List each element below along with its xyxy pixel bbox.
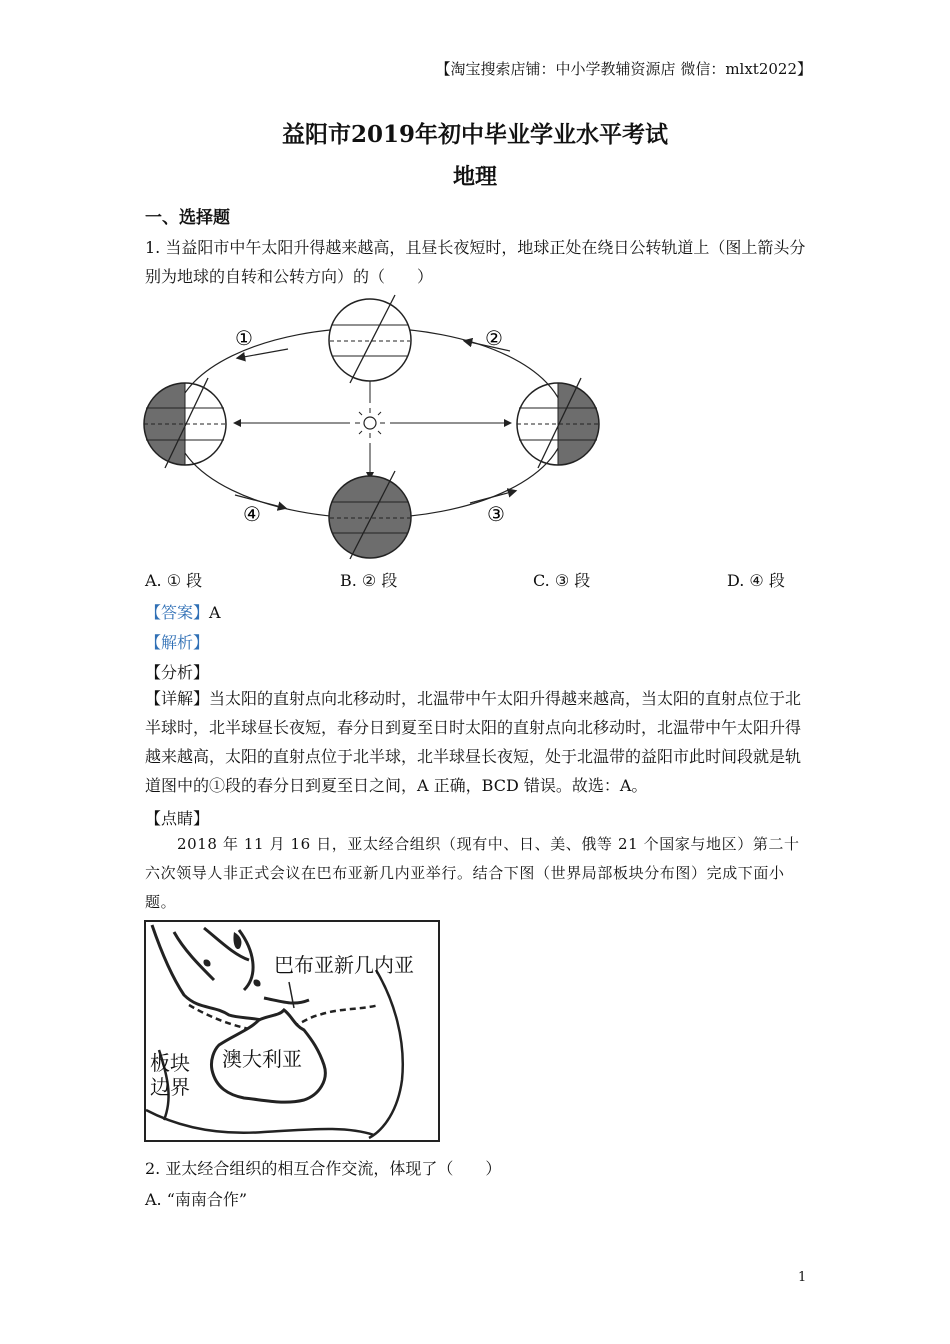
- detail-paragraph: [145, 684, 807, 800]
- analysis-tag: 【解析】: [145, 633, 210, 652]
- detail-text: 当太阳的直射点向北移动时，北温带中午太阳升得越来越高，当太阳的直射点位于北半球时，北半球昼长夜短，春分日到夏至日时太阳的直射点向北移动时，北温带中午太阳升得越来越高，太阳的直射点位于北半球，北半球昼长夜短，处于北温带的益阳市此时间段就是轨道图中的①段的春分日到夏至日之间，A 正确，BCD 错误。故选：A。: [145, 689, 802, 795]
- label-boundary-1: 板块: [150, 1051, 190, 1075]
- option-b: B. ② 段: [340, 571, 398, 590]
- option-d: D. ④ 段: [727, 571, 785, 590]
- page-header: 【淘宝搜索店铺：中小学教辅资源店 微信：mlxt2022】: [435, 60, 812, 78]
- option-c: C. ③ 段: [533, 571, 591, 590]
- earth-right-icon: [517, 378, 599, 468]
- label-papua-new-guinea: 巴布亚新几内亚: [274, 953, 414, 977]
- label-boundary-2: 边界: [150, 1075, 190, 1099]
- section-heading: 一、选择题: [145, 208, 230, 228]
- answer-line: [145, 600, 221, 623]
- plate-map: [144, 920, 440, 1142]
- question-2-text: 2. 亚太经合组织的相互合作交流，体现了（ ）: [145, 1159, 502, 1178]
- question-2-option-a: A. “南南合作”: [145, 1190, 248, 1209]
- answer-tag: 【答案】: [145, 603, 210, 622]
- earth-bottom-icon: [329, 471, 411, 559]
- segment-label-1: ①: [235, 326, 253, 350]
- option-a: A. ① 段: [145, 571, 203, 590]
- segment-label-3: ③: [487, 502, 505, 526]
- answer-value: A: [209, 603, 221, 622]
- passage-text: 2018 年 11 月 16 日，亚太经合组织（现有中、日、美、俄等 21 个国家与地区）第二十六次领导人非正式会议在巴布亚新几内亚举行。结合下图（世界局部板块分布图）完成下面小题。: [145, 835, 800, 911]
- question-1-text: 1. 当益阳市中午太阳升得越来越高，且昼长夜短时，地球正处在绕日公转轨道上（图上箭头分别为地球的自转和公转方向）的（ ）: [145, 238, 806, 286]
- sun-icon: [355, 408, 385, 438]
- segment-label-4: ④: [243, 502, 261, 526]
- earth-top-icon: [329, 295, 411, 383]
- page-number: 1: [798, 1270, 807, 1285]
- dianjing-tag: 【点睛】: [145, 809, 210, 828]
- page-subtitle: 地理: [452, 164, 497, 190]
- segment-label-2: ②: [485, 326, 503, 350]
- detail-tag: 【详解】: [145, 689, 210, 708]
- earth-left-icon: [144, 378, 226, 468]
- page-title: 益阳市2019年初中毕业学业水平考试: [281, 121, 668, 148]
- label-australia: 澳大利亚: [222, 1047, 302, 1071]
- fenxi-tag: 【分析】: [145, 663, 210, 682]
- earth-orbit-diagram: [140, 293, 610, 565]
